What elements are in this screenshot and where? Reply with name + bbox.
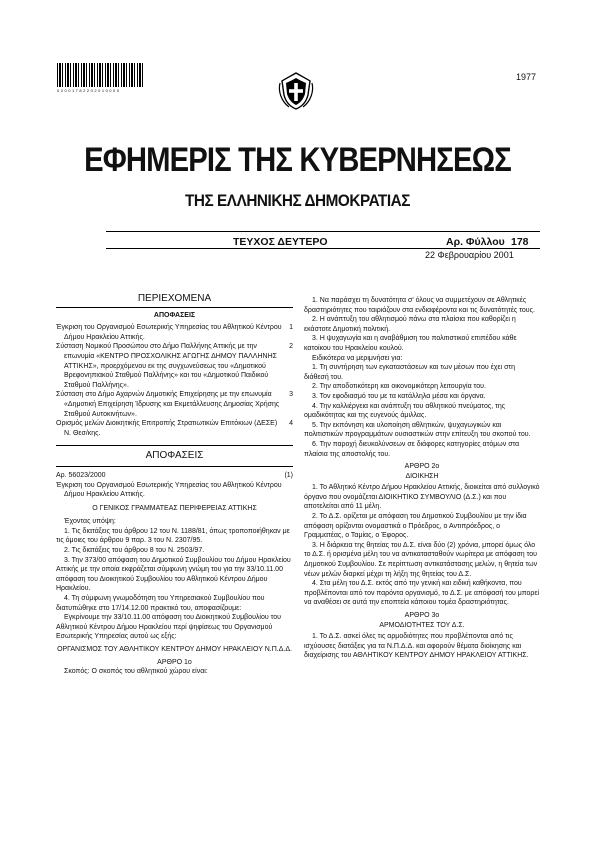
newspaper-title: ΕΦΗΜΕΡΙΣ ΤΗΣ ΚΥΒΕΡΝΗΣΕΩΣ bbox=[84, 141, 511, 179]
article-heading: ΑΡΘΡΟ 2ο bbox=[404, 463, 440, 471]
goal-paragraph: 2. Η ανάπτυξη του αθλητισμού πάνω στα πλαίσια που καθορίζει η εκάστοτε Δημοτική πολιτική. bbox=[304, 316, 516, 333]
goal-paragraph: 2. Την αποδοτικότερη και οικονομικότερη λειτουργία του. bbox=[312, 383, 486, 391]
decision-mark: (1) bbox=[284, 471, 293, 479]
toc-item-text: Ορισμός μελών Διοικητικής Επιτροπής Στρατιωτικών Επιτόκιων (ΔΕΣΕ) Ν. Θεσ/κης. bbox=[56, 420, 278, 437]
approval-paragraph: Εγκρίνουμε την 33/10.11.00 απόφαση του Διοικητικού Συμβουλίου του Αθλητικού Κέντρου Δήμου Ηρακλείου περί ψηφίσεως του Οργανισμού Εσωτερικής Υπηρεσίας αυτού ως εξής: bbox=[56, 614, 282, 641]
decisions-heading: ΑΠΟΦΑΣΕΙΣ bbox=[145, 450, 204, 462]
decision-number: Αρ. 56023/2000 bbox=[56, 471, 106, 479]
organisation-title: ΟΡΓΑΝΙΣΜΟΣ ΤΟΥ ΑΘΛΗΤΙΚΟΥ ΚΕΝΤΡΟΥ ΔΗΜΟΥ ΗΡΑΚΛΕΙΟΥ Ν.Π.Δ.Δ. bbox=[57, 646, 292, 653]
consideration: 4. Τη σύμφωνη γνωμοδότηση του Υπηρεσιακού Συμβουλίου που διατυπώθηκε στο 17/14.12.00 πρακτικό του, αποφασίζουμε: bbox=[56, 595, 265, 612]
toc-item-text: Σύσταση στο Δήμο Αχαρνών Δημοτικής Επιχείρησης με την επωνυμία «Δημοτική Επιχείρηση Ίδρυσης και Εκμετάλλευσης Δημοσίας Χρήσης Σταθμού Αυτοκινήτων». bbox=[56, 391, 280, 418]
issuing-authority: Ο ΓΕΝΙΚΟΣ ΓΡΑΜΜΑΤΕΑΣ ΠΕΡΙΦΕΡΕΙΑΣ ΑΤΤΙΚΗΣ bbox=[92, 504, 257, 512]
toc-item-page: 1 bbox=[289, 324, 293, 332]
powers-paragraph: 1. Το Δ.Σ. ασκεί όλες τις αρμοδιότητες που προβλέπονται από τις ισχύουσες διατάξεις για τα Ν.Π.Δ.Δ. και αφορούν θέματα διοίκησης και διαχείρισης του ΑΘΛΗΤΙΚΟΥ ΚΕΝΤΡΟΥ ΔΗΜΟΥ ΗΡΑΚΛΕΙΟΥ ΑΤΤΙΚΗΣ. bbox=[304, 633, 529, 660]
article-heading: ΑΡΘΡΟ 3ο bbox=[404, 612, 440, 619]
decision-title: Έγκριση του Οργανισμού Εσωτερικής Υπηρεσίας του Αθλητικού Κέντρου Δήμου Ηρακλείου Αττικής. bbox=[56, 481, 282, 499]
having-in-mind: Έχοντας υπόψη: bbox=[64, 518, 116, 526]
goal-paragraph: 1. Τη συντήρηση των εγκαταστάσεων και των μέσων που έχει στη διάθεσή του. bbox=[304, 364, 516, 381]
newspaper-subtitle: ΤΗΣ ΕΛΛΗΝΙΚΗΣ ΔΗΜΟΚΡΑΤΙΑΣ bbox=[185, 191, 410, 210]
issue-label: ΤΕΥΧΟΣ ΔΕΥΤΕΡΟ bbox=[233, 236, 328, 248]
consideration: 2. Τις διατάξεις του άρθρου 8 του Ν. 2503/97. bbox=[64, 547, 205, 555]
goal-paragraph: 5. Την εκπόνηση και υλοποίηση αθλητικών, ψυχαγωγικών και πολιτιστικών προγραμμάτων ουσιαστικών στην επίτευξη του σκοπού του. bbox=[304, 421, 531, 439]
toc-item-page: 4 bbox=[289, 420, 293, 428]
goal-paragraph: 3. Τον εφοδιασμό του με τα κατάλληλα μέσα και όργανα. bbox=[312, 392, 486, 400]
sheet-number: 178 bbox=[511, 236, 529, 248]
right-column bbox=[304, 296, 540, 661]
toc-item[interactable] bbox=[56, 390, 293, 419]
article-heading: ΑΡΘΡΟ 1ο bbox=[157, 658, 192, 666]
barcode bbox=[57, 63, 145, 87]
admin-paragraph: 3. Η διάρκεια της θητείας του Δ.Σ. είναι δύο (2) χρόνια, μπορεί όμως όλο το Δ.Σ. ή ορισμένα μέλη του να αντικατασταθούν νωρίτερα με απόφαση του Δημοτικού Συμβουλίου. Σε περίπτωση αντικατάστασης μελών, η θητεία των νέων μελών διαρκεί μέχρι τη λήξη της θητείας του Δ.Σ. bbox=[304, 541, 538, 578]
toc-item-page: 2 bbox=[289, 343, 293, 351]
consideration: 1. Τις διατάξεις του άρθρου 12 του Ν. 1188/81, όπως τροποποιήθηκαν με τις όμοιες του άρθρου 9 παρ. 3 του Ν. 2307/95. bbox=[56, 527, 290, 545]
divider bbox=[56, 466, 293, 467]
page-number: 1977 bbox=[516, 72, 537, 82]
goal-paragraph: 4. Την καλλιέργεια και ανάπτυξη του αθλητικού πνεύματος, της ομαδικότητας και της ευγενούς άμιλλας. bbox=[304, 402, 506, 420]
divider bbox=[56, 307, 293, 308]
divider bbox=[56, 445, 293, 446]
toc-heading: ΠΕΡΙΕΧΟΜΕΝΑ bbox=[137, 293, 212, 304]
toc-item-text: Σύσταση Νομικού Προσώπου στο Δήμο Παλλήνης Αττικής με την επωνυμία «ΚΕΝΤΡΟ ΠΡΟΣΧΟΛΙΚΗΣ ΑΓΩΓΗΣ ΔΗΜΟΥ ΠΑΛΛΗΝΗΣ ΑΤΤΙΚΗΣ», προερχόμενου εκ της συγχωνεύσεως του «Δημοτικού Βρεφονηπιακού Σταθμού Παλλήνης» και του «Δημοτικού Παιδικού Σταθμού Παλλήνης». bbox=[56, 343, 277, 389]
section-heading: ΔΙΟΙΚΗΣΗ bbox=[405, 472, 439, 480]
goal-paragraph: 1. Να παράσχει τη δυνατότητα σ' όλους να συμμετέχουν σε Αθλητικές δραστηριότητες που ταιριάζουν στα ενδιαφέροντα και τις δυνατότητές τους. bbox=[304, 297, 535, 314]
left-column bbox=[56, 294, 293, 677]
consideration: 3. Την 373/00 απόφαση του Δημοτικού Συμβουλίου του Δήμου Ηρακλείου Αττικής με την οποία εκφράζεται σύμφωνη γνώμη του για την 33/10.11.00 απόφαση του Διοικητικού Συμβουλίου του Αθλητικού Κέντρου Δήμου Ηρακλείου. bbox=[56, 556, 291, 593]
barcode-number: 0 2 0 0 1 7 8 2 2 0 2 0 1 0 0 0 0 bbox=[57, 88, 120, 93]
toc-item-page: 3 bbox=[289, 391, 293, 399]
admin-paragraph: 1. Το Αθλητικό Κέντρο Δήμου Ηρακλείου Αττικής, διοικείται από συλλογικό όργανο που ονομάζεται ΔΙΟΙΚΗΤΙΚΟ ΣΥΜΒΟΥΛΙΟ (Δ.Σ.) και που αποτελείται από 11 μέλη. bbox=[304, 484, 540, 511]
admin-paragraph: 2. Το Δ.Σ. ορίζεται με απόφαση του Δημοτικού Συμβουλίου με την ίδια απόφαση ορίζονται ονομαστικά ο Πρόεδρος, ο Αντιπρόεδρος, ο Γραμματέας, ο Ταμίας, ο Έφορος. bbox=[304, 513, 527, 540]
issue-date: 22 Φεβρουαρίου 2001 bbox=[425, 250, 514, 260]
section-heading: ΑΡΜΟΔΙΟΤΗΤΕΣ ΤΟΥ Δ.Σ. bbox=[379, 621, 465, 629]
divider bbox=[106, 231, 540, 232]
goal-paragraph: Ειδικότερα να μεριμνήσει για: bbox=[312, 354, 403, 362]
coat-of-arms-emblem-icon bbox=[277, 71, 315, 111]
purpose-line: Σκοπός: Ο σκοπός του αθλητικού χώρου είναι: bbox=[64, 668, 208, 676]
divider bbox=[106, 248, 540, 249]
toc-subheading: ΑΠΟΦΑΣΕΙΣ bbox=[153, 311, 196, 319]
toc-item[interactable] bbox=[56, 342, 293, 390]
admin-paragraph: 4. Στα μέλη του Δ.Σ. εκτός από την γενική και ειδική καθήκοντα, που προβλέπονται από τον παρόντα οργανισμό, το Δ.Σ. με απόφασή του μπορεί να αναθέσει σε αυτά την εποπτεία κάποιου τομέα δραστηριότητας. bbox=[304, 580, 540, 607]
sheet-label: Αρ. Φύλλου bbox=[446, 236, 505, 248]
goal-paragraph: 3. Η ψυχαγωγία και η αναβάθμιση του πολιτιστικού επιπέδου κάθε κατοίκου του Ηρακλείου κουλού. bbox=[304, 335, 517, 352]
goal-paragraph: 6. Την παροχή διευκολύνσεων σε διάφορες κατηγορίες ατόμων στα πλαίσια της αποστολής του. bbox=[304, 440, 520, 458]
toc-item[interactable] bbox=[56, 323, 293, 342]
toc-item[interactable] bbox=[56, 419, 293, 438]
toc-item-text: Έγκριση του Οργανισμού Εσωτερικής Υπηρεσίας του Αθλητικού Κέντρου Δήμου Ηρακλείου Αττικής. bbox=[56, 324, 282, 341]
